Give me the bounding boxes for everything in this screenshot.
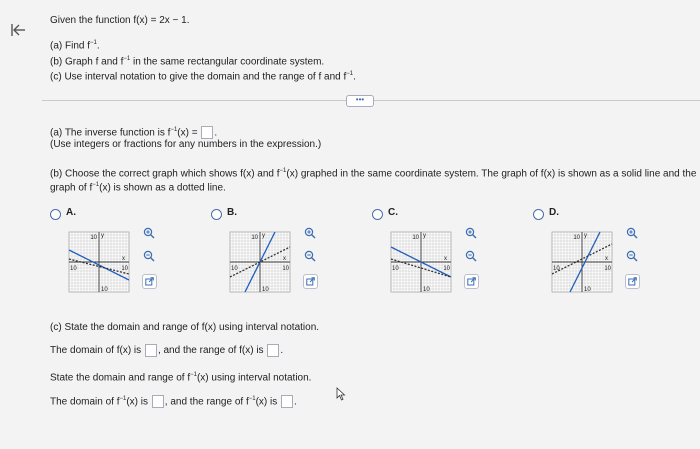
mini-graph[interactable] bbox=[228, 230, 292, 294]
tick-label-left: 10 bbox=[553, 266, 560, 272]
zoom-out-icon bbox=[465, 250, 477, 262]
part-c-domain-f-line: The domain of f(x) is , and the range of f(x) is . bbox=[50, 345, 284, 357]
part-c-domain-finv-line: The domain of $f^{-1}(x)$ is , and the range of $f^{-1}(x)$ is . bbox=[50, 396, 297, 408]
option-label: D. bbox=[549, 207, 559, 218]
tick-label-top: 10 bbox=[90, 235, 97, 241]
part-c-heading-f: (c) State the domain and range of f(x) using interval notation. bbox=[50, 322, 320, 333]
back-arrow-icon bbox=[10, 23, 26, 37]
problem-prefix: Given the function f(x) = 2x − 1. bbox=[50, 15, 190, 26]
expand-graph-button[interactable] bbox=[142, 274, 157, 289]
tick-label-bottom: 10 bbox=[101, 287, 108, 293]
part-b-instruction-line-2: graph of $f^{-1}(x)$ is shown as a dotted line. bbox=[50, 182, 226, 194]
option-radio[interactable] bbox=[211, 209, 222, 220]
range-finv-input[interactable] bbox=[281, 395, 293, 408]
option-label: C. bbox=[388, 207, 398, 218]
y-axis-label: y bbox=[423, 233, 426, 239]
zoom-in-button[interactable] bbox=[625, 226, 639, 240]
mini-graph[interactable] bbox=[389, 230, 453, 294]
y-axis-label: y bbox=[584, 233, 587, 239]
tick-label-right: 10 bbox=[282, 266, 289, 272]
tick-label-right: 10 bbox=[604, 266, 611, 272]
more-button[interactable]: ••• bbox=[346, 95, 374, 107]
zoom-out-button[interactable] bbox=[464, 249, 478, 263]
mouse-cursor-icon bbox=[336, 387, 346, 401]
option-radio[interactable] bbox=[533, 209, 544, 220]
x-axis-label: x bbox=[283, 256, 286, 262]
tick-label-bottom: 10 bbox=[584, 287, 591, 293]
external-link-icon bbox=[628, 277, 637, 286]
option-radio[interactable] bbox=[50, 209, 61, 220]
zoom-in-button[interactable] bbox=[142, 226, 156, 240]
x-axis-label: x bbox=[122, 256, 125, 262]
zoom-out-button[interactable] bbox=[142, 249, 156, 263]
tick-label-left: 10 bbox=[231, 266, 238, 272]
mini-graph[interactable] bbox=[550, 230, 614, 294]
option-radio[interactable] bbox=[372, 209, 383, 220]
tick-label-left: 10 bbox=[70, 266, 77, 272]
range-f-input[interactable] bbox=[267, 344, 279, 357]
y-axis-label: y bbox=[262, 233, 265, 239]
tick-label-top: 10 bbox=[251, 235, 258, 241]
tick-label-right: 10 bbox=[443, 266, 450, 272]
y-axis-label: y bbox=[101, 233, 104, 239]
tick-label-right: 10 bbox=[121, 266, 128, 272]
part-a-hint: (Use integers or fractions for any numbers in the expression.) bbox=[50, 139, 322, 150]
x-axis-label: x bbox=[605, 256, 608, 262]
external-link-icon bbox=[306, 277, 315, 286]
zoom-in-icon bbox=[304, 227, 316, 239]
option-label: A. bbox=[66, 207, 76, 218]
zoom-out-icon bbox=[626, 250, 638, 262]
problem-statement bbox=[50, 14, 190, 27]
zoom-in-icon bbox=[143, 227, 155, 239]
tick-label-top: 10 bbox=[412, 235, 419, 241]
zoom-in-icon bbox=[465, 227, 477, 239]
part-b-instruction-line-1: (b) Choose the correct graph which shows f(x) and $f^{-1}(x)$ graphed in the same coordinate system. The graph of f(x) is shown as a solid line and the bbox=[50, 168, 697, 180]
part-c-heading-finv: State the domain and range of $f^{-1}(x)$ using interval notation. bbox=[50, 372, 312, 384]
external-link-icon bbox=[467, 277, 476, 286]
zoom-out-button[interactable] bbox=[303, 249, 317, 263]
zoom-out-icon bbox=[304, 250, 316, 262]
back-button[interactable] bbox=[8, 20, 28, 40]
part-a-answer-line: (a) The inverse function is $f^{-1}(x)$ = . bbox=[50, 127, 218, 139]
external-link-icon bbox=[145, 277, 154, 286]
option-label: B. bbox=[227, 207, 237, 218]
mini-graph[interactable] bbox=[67, 230, 131, 294]
tick-label-left: 10 bbox=[392, 266, 399, 272]
expand-graph-button[interactable] bbox=[464, 274, 479, 289]
zoom-out-button[interactable] bbox=[625, 249, 639, 263]
part-c-prompt: (c) Use interval notation to give the domain and the range of f and $f^{-1}$. bbox=[50, 71, 356, 83]
part-a-prompt: (a) Find $f^{-1}$. bbox=[50, 40, 100, 52]
tick-label-bottom: 10 bbox=[262, 287, 269, 293]
zoom-in-button[interactable] bbox=[303, 226, 317, 240]
part-b-prompt: (b) Graph f and $f^{-1}$ in the same rectangular coordinate system. bbox=[50, 56, 325, 68]
tick-label-top: 10 bbox=[573, 235, 580, 241]
zoom-out-icon bbox=[143, 250, 155, 262]
expand-graph-button[interactable] bbox=[625, 274, 640, 289]
zoom-in-button[interactable] bbox=[464, 226, 478, 240]
domain-finv-input[interactable] bbox=[152, 395, 164, 408]
zoom-in-icon bbox=[626, 227, 638, 239]
tick-label-bottom: 10 bbox=[423, 287, 430, 293]
domain-f-input[interactable] bbox=[145, 344, 157, 357]
x-axis-label: x bbox=[444, 256, 447, 262]
expand-graph-button[interactable] bbox=[303, 274, 318, 289]
